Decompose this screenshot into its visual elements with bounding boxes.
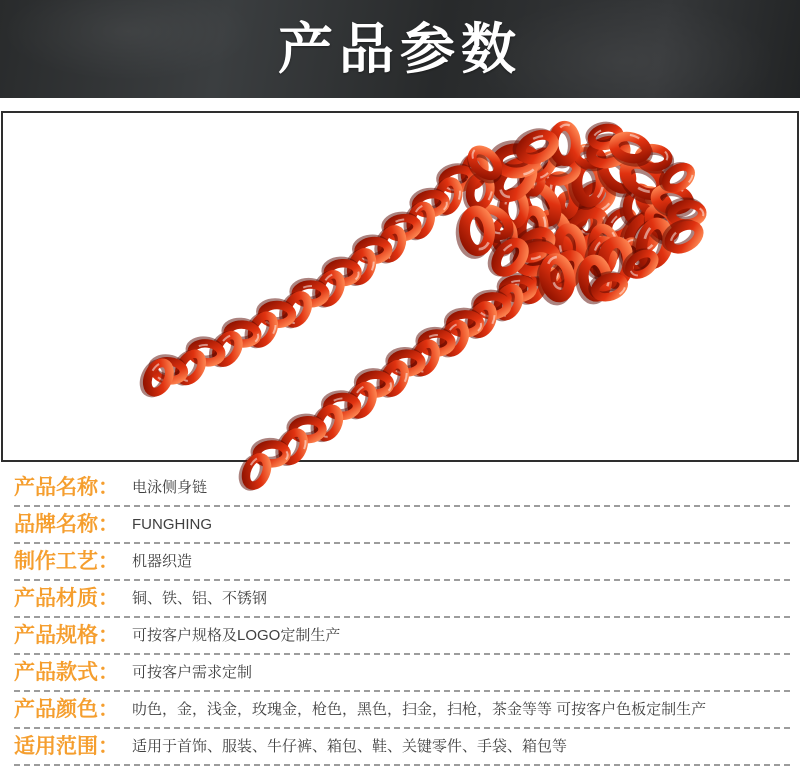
spec-value: FUNGHING: [132, 515, 212, 533]
spec-label-colon: ：: [98, 550, 119, 573]
spec-label-text: 产品规格: [14, 624, 98, 647]
spec-row-scope: [14, 729, 790, 766]
spec-row-brand-name: [14, 507, 790, 544]
spec-label: [14, 699, 130, 720]
spec-value: 电泳侧身链: [132, 478, 208, 496]
spec-label: [14, 588, 130, 609]
spec-row-product-name: [14, 470, 790, 507]
spec-label-colon: ：: [98, 735, 119, 758]
spec-value: 叻色，金，浅金，玫瑰金，枪色，黑色，扫金，扫枪，茶金等等 可按客户色板定制生产: [132, 700, 707, 718]
spec-label: [14, 625, 130, 646]
spec-row-style: [14, 655, 790, 692]
spec-label-text: 品牌名称: [14, 513, 98, 536]
spec-label: [14, 477, 130, 498]
spec-label-text: 适用范围: [14, 735, 98, 758]
spec-label-colon: ：: [98, 476, 119, 499]
spec-label-colon: ：: [98, 587, 119, 610]
spec-label-colon: ：: [98, 661, 119, 684]
spec-label: [14, 662, 130, 683]
spec-label-text: 产品名称: [14, 476, 98, 499]
specs-table: [14, 470, 790, 766]
spec-label-colon: ：: [98, 698, 119, 721]
product-chain-image: [3, 113, 797, 460]
spec-value: 可按客户规格及LOGO定制生产: [132, 626, 341, 644]
spec-row-craft: [14, 544, 790, 581]
spec-label: [14, 514, 130, 535]
product-photo-frame: [1, 111, 799, 462]
spec-label-text: 产品材质: [14, 587, 98, 610]
spec-label: [14, 551, 130, 572]
spec-label-text: 产品颜色: [14, 698, 98, 721]
spec-row-specification: [14, 618, 790, 655]
banner-header: [0, 0, 800, 98]
spec-label: [14, 736, 130, 757]
spec-value: 适用于首饰、服装、牛仔裤、箱包、鞋、关键零件、手袋、箱包等: [132, 737, 568, 755]
spec-row-material: [14, 581, 790, 618]
spec-value: 机器织造: [132, 552, 193, 570]
spec-value: 铜、铁、铝、不锈钢: [132, 589, 268, 607]
spec-label-colon: ：: [98, 624, 119, 647]
spec-label-text: 产品款式: [14, 661, 98, 684]
spec-value: 可按客户需求定制: [132, 663, 253, 681]
spec-label-colon: ：: [98, 513, 119, 536]
spec-label-text: 制作工艺: [14, 550, 98, 573]
spec-row-color: [14, 692, 790, 729]
page-title: 产品参数: [277, 17, 522, 80]
